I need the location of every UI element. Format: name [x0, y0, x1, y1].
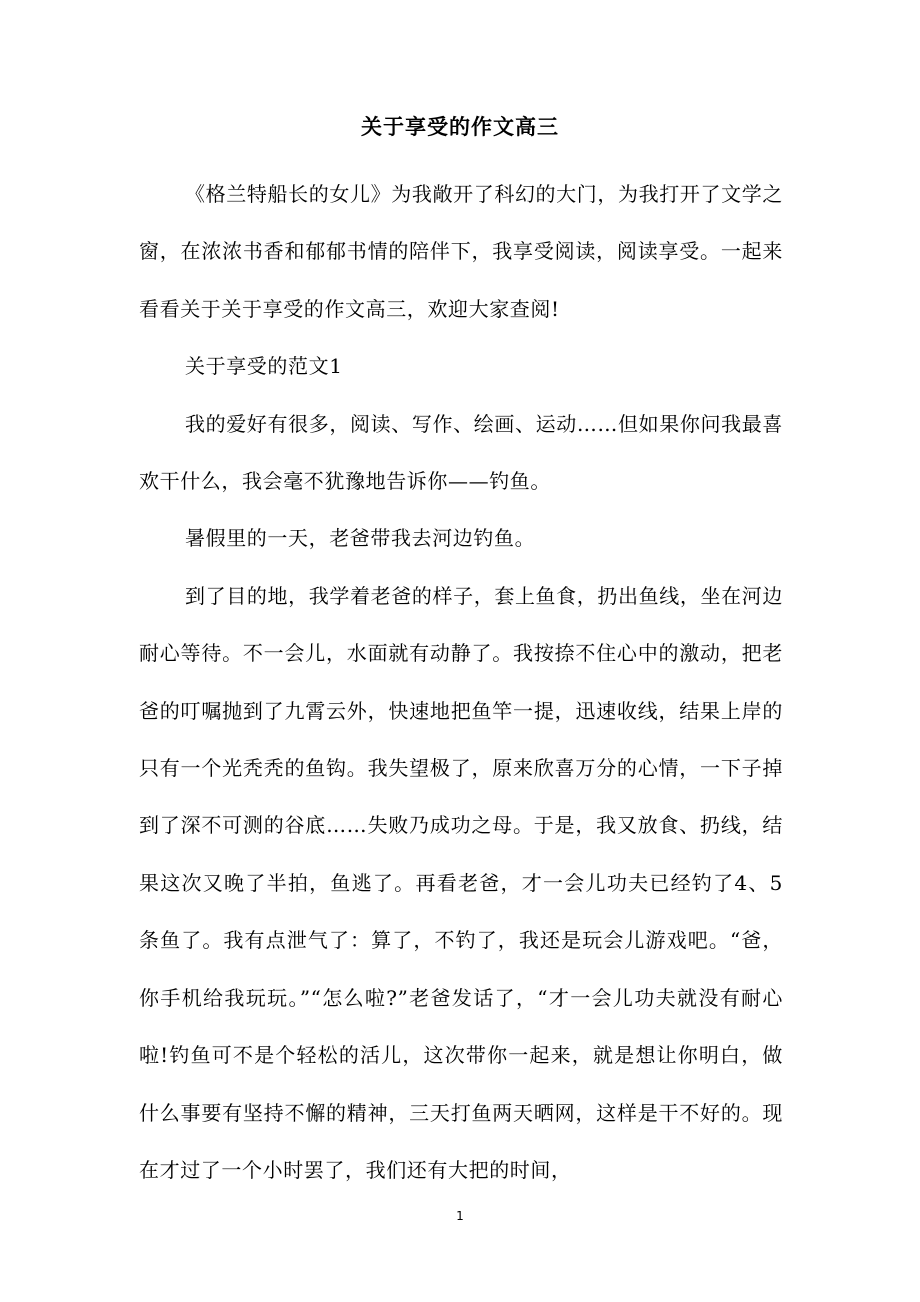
body-paragraph: 到了目的地，我学着老爸的样子，套上鱼食，扔出鱼线，坐在河边耐心等待。不一会儿，水面就有动静了。我按捺不住心中的激动，把老爸的叮嘱抛到了九霄云外，快速地把鱼竿一提，迅速收线，结果上岸的只有一个光秃秃的鱼钩。我失望极了，原来欣喜万分的心情，一下子掉到了深不可测的谷底……失败乃成功之母。于是，我又放食、扔线，结果这次又晚了半拍，鱼逃了。再看老爸，才一会儿功夫已经钓了4、5条鱼了。我有点泄气了：算了，不钓了，我还是玩会儿游戏吧。“爸，你手机给我玩玩。”“怎么啦?”老爸发话了，“才一会儿功夫就没有耐心啦!钓鱼可不是个轻松的活儿，这次带你一起来，就是想让你明白，做什么事要有坚持不懈的精神，三天打鱼两天晒网，这样是干不好的。现在才过了一个小时罢了，我们还有大把的时间， [139, 583, 783, 1182]
document-title: 关于享受的作文高三 [361, 114, 559, 139]
section-heading: 关于享受的范文1 [185, 354, 343, 379]
body-paragraph: 暑假里的一天，老爸带我去河边钓鱼。 [185, 526, 536, 551]
document-body [139, 166, 783, 1199]
page-number: 1 [456, 1209, 464, 1223]
intro-paragraph: 《格兰特船长的女儿》为我敞开了科幻的大门，为我打开了文学之窗，在浓浓书香和郁郁书情的陪伴下，我享受阅读，阅读享受。一起来看看关于关于享受的作文高三，欢迎大家查阅! [139, 182, 783, 321]
body-paragraph: 我的爱好有很多，阅读、写作、绘画、运动……但如果你问我最喜欢干什么，我会毫不犹豫地告诉你——钓鱼。 [139, 411, 783, 494]
